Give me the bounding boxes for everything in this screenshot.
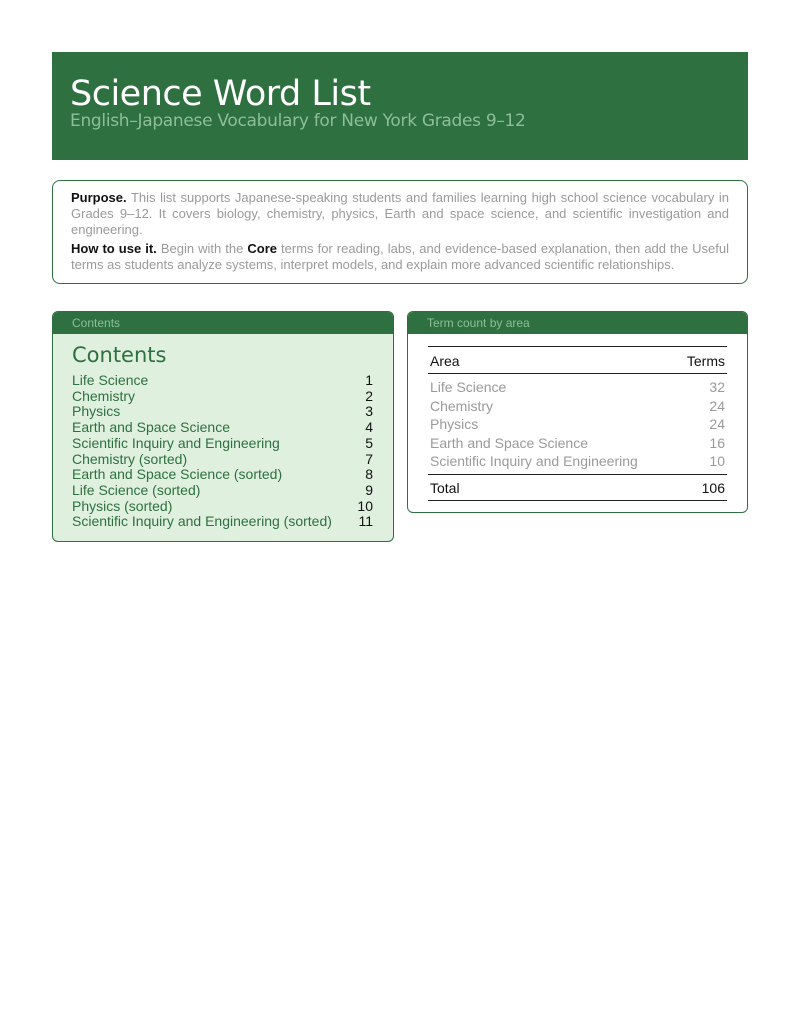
table-header-row xyxy=(428,347,727,374)
table-row xyxy=(428,374,727,397)
toc-page: 5 xyxy=(365,434,373,451)
contents-heading: Contents xyxy=(72,343,167,367)
table-row xyxy=(428,434,727,453)
toc-page: 10 xyxy=(357,497,373,514)
core-term: Core xyxy=(247,241,277,256)
term-count-panel xyxy=(407,311,748,513)
area-cell: Chemistry xyxy=(430,397,494,414)
contents-tab: Contents xyxy=(53,312,393,334)
page-subtitle: English–Japanese Vocabulary for New York Grades 9–12 xyxy=(70,111,526,131)
terms-cell: 24 xyxy=(709,416,725,432)
toc-page: 2 xyxy=(365,387,373,404)
toc-label: Chemistry (sorted) xyxy=(72,450,188,467)
howto-label: How to use it. xyxy=(71,241,157,256)
contents-panel xyxy=(52,311,394,542)
toc-label: Physics (sorted) xyxy=(72,497,173,514)
table-row xyxy=(428,415,727,434)
toc-label: Physics xyxy=(72,403,121,420)
toc-item[interactable] xyxy=(72,373,373,389)
toc-item[interactable] xyxy=(72,467,373,483)
area-cell: Earth and Space Science xyxy=(430,434,588,451)
area-cell: Scientific Inquiry and Engineering xyxy=(430,453,638,469)
toc-item[interactable] xyxy=(72,514,373,530)
toc-item[interactable] xyxy=(72,499,373,515)
toc-label: Earth and Space Science (sorted) xyxy=(72,466,283,483)
table-row xyxy=(428,452,727,474)
total-row xyxy=(428,474,727,500)
term-count-tab: Term count by area xyxy=(408,312,747,334)
toc-page: 4 xyxy=(365,419,373,436)
area-cell: Physics xyxy=(430,416,479,432)
term-count-table xyxy=(428,346,727,501)
toc-label: Life Science xyxy=(72,372,149,388)
toc-item[interactable] xyxy=(72,483,373,499)
title-banner xyxy=(52,52,748,160)
terms-cell: 10 xyxy=(709,453,725,469)
terms-cell: 32 xyxy=(709,379,725,395)
toc-label: Scientific Inquiry and Engineering (sorted) xyxy=(72,513,332,530)
toc-page: 9 xyxy=(365,481,373,498)
howto-text-start: Begin with the xyxy=(160,241,244,256)
toc-page: 8 xyxy=(365,466,373,483)
toc-page: 7 xyxy=(365,450,373,467)
howto-paragraph xyxy=(71,241,729,273)
toc-item[interactable] xyxy=(72,420,373,436)
table-row xyxy=(428,397,727,416)
total-label: Total xyxy=(428,474,677,500)
area-cell: Life Science xyxy=(430,379,507,395)
page-title: Science Word List xyxy=(70,74,371,114)
column-header-area: Area xyxy=(428,347,677,374)
purpose-label: Purpose. xyxy=(71,190,127,205)
toc-item[interactable] xyxy=(72,452,373,468)
toc-item[interactable] xyxy=(72,436,373,452)
intro-box xyxy=(52,180,748,284)
toc-label: Scientific Inquiry and Engineering xyxy=(72,434,280,451)
toc-page: 1 xyxy=(365,372,373,388)
purpose-paragraph xyxy=(71,190,729,238)
column-header-terms: Terms xyxy=(677,347,727,374)
toc-item[interactable] xyxy=(72,389,373,405)
toc-label: Life Science (sorted) xyxy=(72,481,201,498)
toc-label: Earth and Space Science xyxy=(72,419,230,436)
toc-page: 11 xyxy=(358,513,373,530)
toc-label: Chemistry xyxy=(72,387,136,404)
toc-page: 3 xyxy=(365,403,373,420)
terms-cell: 16 xyxy=(709,434,725,451)
purpose-text: This list supports Japanese-speaking students and families learning high school science vocabulary in Grades 9–12. It covers biology, chemistry, physics, Earth and space science, and scientific investigation and engineering. xyxy=(71,190,729,237)
toc-item[interactable] xyxy=(72,404,373,420)
terms-cell: 24 xyxy=(709,397,725,414)
total-value: 106 xyxy=(677,474,727,500)
contents-list xyxy=(53,373,393,530)
howto-text-end: terms for reading, labs, and evidence-based explanation, then add the Useful terms as students analyze systems, interpret models, and explain more advanced scientific relationships. xyxy=(71,241,729,272)
